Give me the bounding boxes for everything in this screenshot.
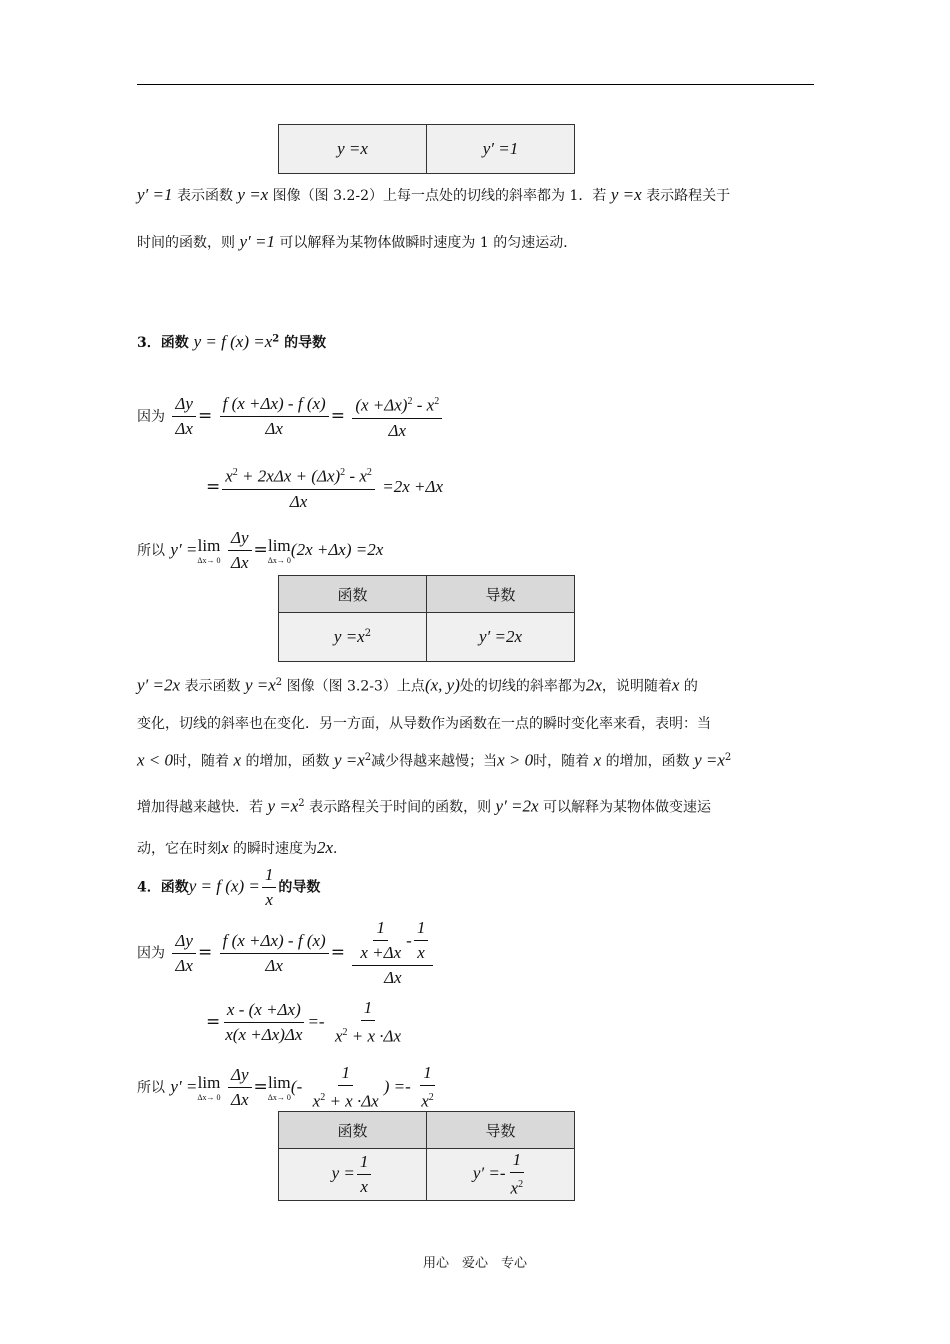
page-footer: 用心 爱心 专心 bbox=[422, 1256, 527, 1271]
table-cell: y′ =2x bbox=[427, 613, 575, 662]
derivative-table-3 bbox=[278, 1111, 575, 1201]
derivative-table-2 bbox=[278, 575, 575, 662]
section-heading-3: 3．函数 y = f $(x) =x^2$ 的导数 bbox=[137, 332, 327, 351]
paragraph: y′ =1 表示函数 y =x 图像（图 3.2-2）上每一点处的切线的斜率都为 1．若 y =x 表示路程关于 bbox=[137, 185, 731, 204]
table-cell: y =x bbox=[279, 125, 427, 174]
header-rule bbox=[137, 84, 814, 85]
table-header: 导数 bbox=[427, 576, 575, 613]
equation-simplify: = $\frac{x - (x +\Delta x)}{x(x +\Delta x)\Delta x}$ =- $\frac{1}{x^2 + x \cdot\Delta x}$ bbox=[206, 998, 402, 1046]
section-heading-4: 4．函数y = f (x) = $\frac{1}{x}$ 的导数 bbox=[137, 865, 321, 909]
paragraph: 变化，切线的斜率也在变化．另一方面，从导数作为函数在一点的瞬时变化率来看，表明：当 bbox=[137, 716, 711, 732]
equation-difference-quotient: 因为 $\frac{\Delta y}{\Delta x}$ = $\frac{f (x +\Delta x) - f (x)}{\Delta x}$ = $\frac{(x +\Delta x)^2 - x^2}{\Delta x}$ bbox=[137, 392, 444, 441]
paragraph: 增加得越来越快．若 $y =x^2$ 表示路程关于时间的函数，则 y′ =2x 可以解释为某物体做变速运 bbox=[137, 796, 712, 816]
equation-difference-quotient: 因为 $\frac{\Delta y}{\Delta x}$ = $\frac{f (x +\Delta x) - f (x)}{\Delta x}$ = $\frac{1}{x +\Delta x}$ - $\frac{1}{x}$ Δx bbox=[137, 918, 435, 988]
table-header: 导数 bbox=[427, 1112, 575, 1149]
table-cell: $y =x^2$ bbox=[279, 613, 427, 662]
paragraph: 时间的函数，则 y′ =1 可以解释为某物体做瞬时速度为 1 的匀速运动． bbox=[137, 232, 578, 251]
equation-limit: 所以 y′ = lim Δx→ 0 $\frac{\Delta y}{\Delta x}$ = lim Δx→ 0 (2x +Δx) =2x bbox=[137, 528, 384, 572]
table-cell: y′ =- $\frac{1}{x^2}$ bbox=[427, 1149, 575, 1201]
paragraph: x < 0时，随着 x 的增加，函数 $y =x^2$减少得越来越慢；当x > 0时，随着 x 的增加，函数 $y =x^2$ bbox=[137, 750, 732, 770]
paragraph: y′ =2x 表示函数 $y =x^2$ 图像（图 3.2-3）上点(x, y)处的切线的斜率都为2x，说明随着x 的 bbox=[137, 675, 698, 695]
table-header: 函数 bbox=[279, 1112, 427, 1149]
table-header: 函数 bbox=[279, 576, 427, 613]
table-cell: y′ =1 bbox=[427, 125, 575, 174]
equation-expansion: = $\frac{x^2 + 2x\Delta x + (\Delta x)^2 - x^2}{\Delta x}$ =2x +Δx bbox=[206, 463, 443, 512]
table-cell: y = $\frac{1}{x}$ bbox=[279, 1149, 427, 1201]
paragraph: 动，它在时刻x 的瞬时速度为2x． bbox=[137, 838, 348, 857]
equation-limit: 所以 y′ = lim Δx→ 0 $\frac{\Delta y}{\Delta x}$ = lim Δx→ 0 (- $\frac{1}{x^2 + x \cdot\Delta x}$ ) =- $\frac{1}{x^2}$ bbox=[137, 1063, 434, 1111]
derivative-table-1 bbox=[278, 124, 575, 174]
